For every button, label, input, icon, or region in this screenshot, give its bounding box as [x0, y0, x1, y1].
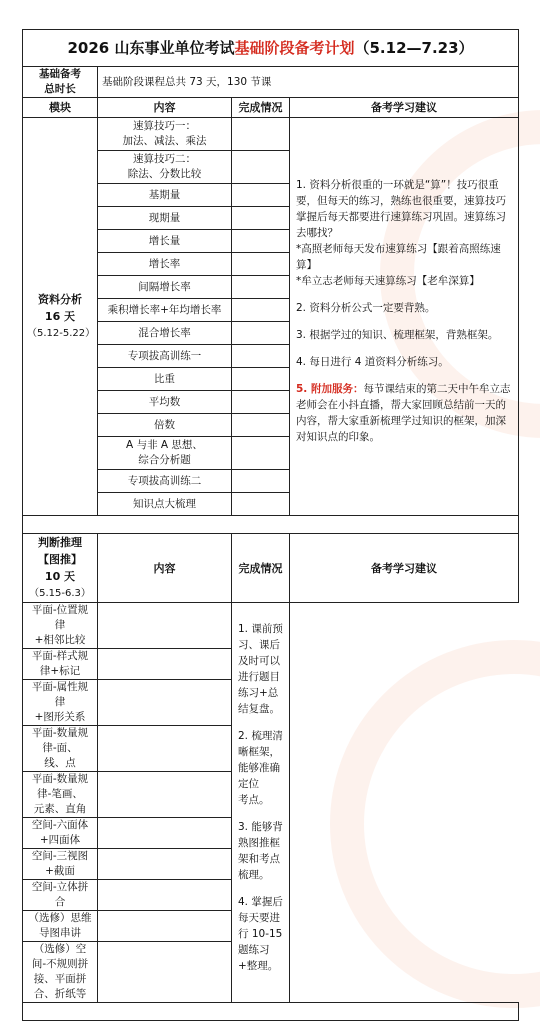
status-cell: [232, 368, 290, 391]
header-status: 完成情况: [232, 98, 290, 118]
status-cell: [98, 911, 232, 942]
section-gap: [23, 516, 519, 534]
title-suffix: （5.12—7.23）: [354, 38, 474, 57]
content-item: 混合增长率: [98, 322, 232, 345]
footer-gap: [23, 1003, 519, 1021]
advice-p5-text: 每节课结束的第二天中午牟立志老师会在小抖直播，帮大家回顾总结前一天的内容，帮大家重新梳理学过知识的框架，加深对知识点的印象。: [296, 383, 511, 443]
status-cell: [98, 726, 232, 772]
status-cell: [232, 493, 290, 516]
status-cell: [232, 253, 290, 276]
advice-cell-2: [232, 603, 290, 1003]
content-item: 比重: [98, 368, 232, 391]
status-cell: [98, 942, 232, 1003]
title-prefix: 2026 山东事业单位考试: [67, 38, 235, 57]
content-item: 增长率: [98, 253, 232, 276]
content-item: 速算技巧一： 加法、减法、乘法: [98, 118, 232, 151]
status-cell: [232, 322, 290, 345]
module-date: （5.12-5.22）: [27, 328, 96, 339]
content-item: A 与非 A 思想、 综合分析题: [98, 437, 232, 470]
content-item: 倍数: [98, 414, 232, 437]
page-title: [23, 30, 519, 67]
content-item: 平面-样式规律+标记: [23, 649, 98, 680]
content-item: 速算技巧二： 除法、分数比较: [98, 151, 232, 184]
content-item: 平面-属性规律 +图形关系: [23, 680, 98, 726]
advice-p2: 2. 资料分析公式一定要背熟。: [296, 302, 436, 314]
status-cell: [232, 414, 290, 437]
content-item: （选修）空间-不规则拼 接、平面拼合、折纸等: [23, 942, 98, 1003]
content-item: 知识点大梳理: [98, 493, 232, 516]
status-cell: [232, 230, 290, 253]
content-item: 专项拔高训练二: [98, 470, 232, 493]
status-cell: [232, 299, 290, 322]
advice-p2: 2. 梳理清晰框架，能够准确定位 考点。: [238, 729, 283, 806]
advice-p5-label: 5. 附加服务：: [296, 383, 364, 395]
status-cell: [232, 184, 290, 207]
content-item: 现期量: [98, 207, 232, 230]
module-days: 10 天: [44, 570, 76, 583]
header-row-2: [23, 534, 519, 603]
status-cell: [232, 207, 290, 230]
footer-gap-cell: [23, 1003, 519, 1021]
advice-p3: 3. 根据学过的知识、梳理框架，背熟框架。: [296, 329, 499, 341]
duration-label: 基础备考 总时长: [23, 67, 98, 98]
content-row: [23, 118, 519, 151]
advice-p1: 1. 课前预习、课后及时可以进行题目练习+总结复盘。: [238, 622, 283, 715]
section-graphic-reasoning: [23, 603, 519, 1003]
header-advice: 备考学习建议: [290, 98, 519, 118]
title-highlight: 基础阶段备考计划: [234, 38, 355, 57]
status-cell: [232, 118, 290, 151]
content-item: 专项拔高训练一: [98, 345, 232, 368]
status-cell: [232, 345, 290, 368]
content-item: 空间-六面体+四面体: [23, 818, 98, 849]
status-cell: [98, 880, 232, 911]
status-cell: [98, 772, 232, 818]
advice-p3: 3. 能够背熟图推框架和考点梳理。: [238, 820, 283, 881]
content-item: 平面-数量规律-笔画、 元素、直角: [23, 772, 98, 818]
content-item: 平均数: [98, 391, 232, 414]
title-row: [23, 30, 519, 67]
advice-p4: 4. 掌握后每天要进行 10-15 题练习+整理。: [238, 895, 283, 972]
study-plan-table: [22, 29, 519, 1021]
header-content-2: 内容: [98, 534, 232, 603]
status-cell: [232, 276, 290, 299]
duration-row: [23, 67, 519, 98]
header-module: 模块: [23, 98, 98, 118]
duration-value: 基础阶段课程总共 73 天，130 节课: [98, 67, 519, 98]
status-cell: [232, 470, 290, 493]
section-data-analysis: [23, 118, 519, 516]
header-advice-2: 备考学习建议: [290, 534, 519, 603]
status-cell: [232, 437, 290, 470]
header-row: [23, 98, 519, 118]
content-item: 基期量: [98, 184, 232, 207]
content-item: 乘积增长率+年均增长率: [98, 299, 232, 322]
content-item: （选修）思维导图串讲: [23, 911, 98, 942]
content-row: [23, 603, 519, 649]
module-name: 判断推理: [38, 536, 82, 549]
status-cell: [98, 603, 232, 649]
content-item: 增长量: [98, 230, 232, 253]
content-item: 平面-位置规律 +相邻比较: [23, 603, 98, 649]
module-sub: 【图推】: [38, 553, 82, 566]
module-date: （5.15-6.3）: [29, 588, 91, 599]
status-cell: [232, 391, 290, 414]
module-cell-data-analysis: [23, 118, 98, 516]
content-item: 空间-立体拼合: [23, 880, 98, 911]
advice-p5: [296, 381, 512, 445]
header-status-2: 完成情况: [232, 534, 290, 603]
status-cell: [232, 151, 290, 184]
gap-cell: [23, 516, 519, 534]
status-cell: [98, 680, 232, 726]
module-name: 资料分析: [38, 293, 82, 306]
advice-p4: 4. 每日进行 4 道资料分析练习。: [296, 356, 449, 368]
status-cell: [98, 649, 232, 680]
content-item: 空间-三视图+截面: [23, 849, 98, 880]
advice-cell: [290, 118, 519, 516]
status-cell: [98, 849, 232, 880]
status-cell: [98, 818, 232, 849]
content-item: 平面-数量规律-面、 线、点: [23, 726, 98, 772]
advice-p1: 1. 资料分析很重的一环就是“算”！技巧很重要，但每天的练习，熟练也很重要，速算技巧掌握后每天都要进行速算练习巩固。速算练习去哪找？ *高照老师每天发布速算练习【跟着高照练速算】 *牟立志老师每天速算练习【老牟深算】: [296, 179, 506, 287]
module-cell-graphic-reasoning: [23, 534, 98, 603]
content-item: 间隔增长率: [98, 276, 232, 299]
study-plan-sheet: [22, 29, 518, 1021]
header-content: 内容: [98, 98, 232, 118]
module-days: 16 天: [44, 310, 76, 323]
